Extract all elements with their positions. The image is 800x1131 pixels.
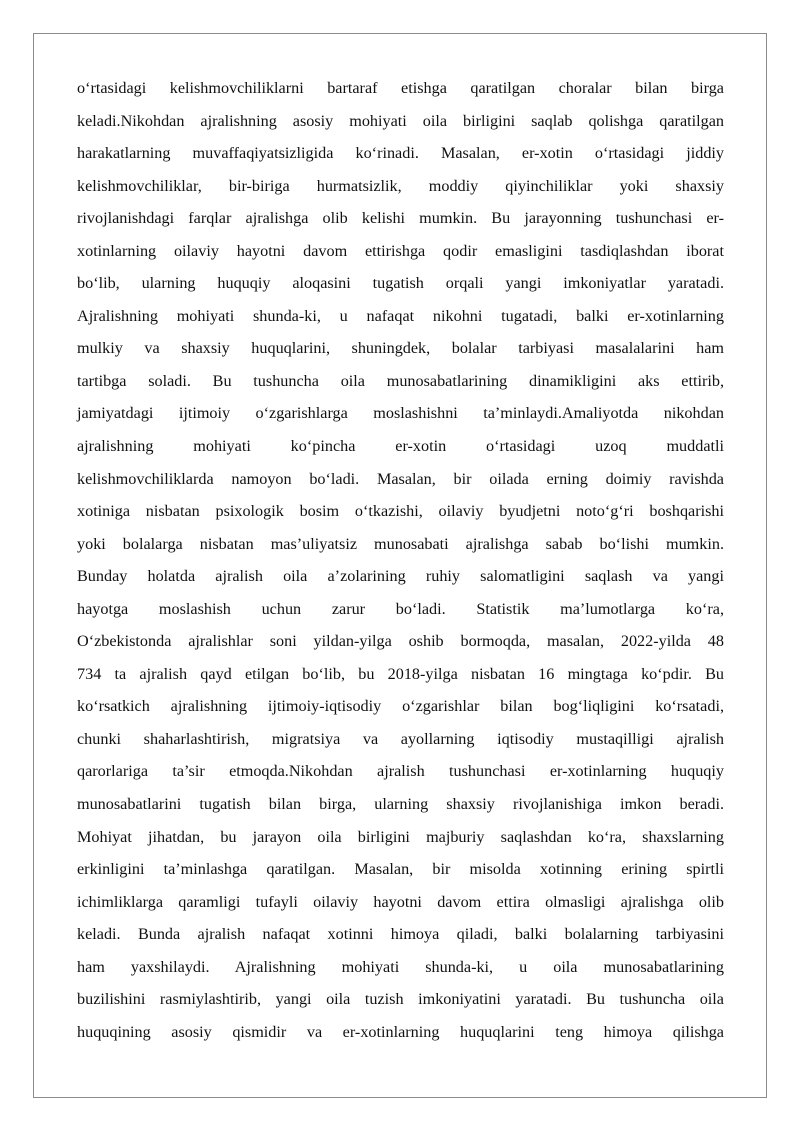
text-line: buzilishini rasmiylashtirib, yangi oila tuzish imkoniyatini yaratadi. Bu tushuncha oila [77,990,724,1009]
text-line: 734 ta ajralish qayd etilgan bo‘lib, bu 2018-yilga nisbatan 16 mingtaga ko‘pdir. Bu [77,664,724,683]
text-line: mulkiy va shaxsiy huquqlarini, shuningdek, bolalar tarbiyasi masalalarini ham [77,339,724,358]
text-line: xotinlarning oilaviy hayotni davom ettirishga qodir emasligini tasdiqlashdan iborat [77,241,724,260]
text-line: kelishmovchiliklarda namoyon bo‘ladi. Masalan, bir oilada erning doimiy ravishda [77,469,724,488]
text-line: O‘zbekistonda ajralishlar soni yildan-yilga oshib bormoqda, masalan, 2022-yilda 48 [77,632,724,651]
text-line: yoki bolalarga nisbatan mas’uliyatsiz munosabati ajralishga sabab bo‘lishi mumkin. [77,534,724,553]
text-line: erkinligini ta’minlashga qaratilgan. Masalan, bir misolda xotinning erining spirtli [77,860,724,879]
text-line: ham yaxshilaydi. Ajralishning mohiyati shunda-ki, u oila munosabatlarining [77,957,724,976]
text-line: xotiniga nisbatan psixologik bosim o‘tkazishi, oilaviy byudjetni noto‘g‘ri boshqarishi [77,502,724,521]
text-line: chunki shaharlashtirish, migratsiya va ayollarning iqtisodiy mustaqilligi ajralish [77,729,724,748]
text-line: tartibga soladi. Bu tushuncha oila munosabatlarining dinamikligini aks ettirib, [77,371,724,390]
text-line: keladi. Bunda ajralish nafaqat xotinni himoya qiladi, balki bolalarning tarbiyasini [77,925,724,944]
text-line: ko‘rsatkich ajralishning ijtimoiy-iqtisodiy o‘zgarishlar bilan bog‘liqligini ko‘rsatadi, [77,697,724,716]
document-body-text [77,72,724,1048]
text-line: Ajralishning mohiyati shunda-ki, u nafaqat nikohni tugatadi, balki er-xotinlarning [77,306,724,325]
text-line: munosabatlarini tugatish bilan birga, ularning shaxsiy rivojlanishiga imkon beradi. [77,795,724,814]
text-line: jamiyatdagi ijtimoiy o‘zgarishlarga moslashishni ta’minlaydi.Amaliyotda nikohdan [77,404,724,423]
text-line: hayotga moslashish uchun zarur bo‘ladi. Statistik ma’lumotlarga ko‘ra, [77,599,724,618]
text-line: rivojlanishdagi farqlar ajralishga olib kelishi mumkin. Bu jarayonning tushunchasi er- [77,209,724,228]
text-line: ajralishning mohiyati ko‘pincha er-xotin o‘rtasidagi uzoq muddatli [77,437,724,456]
text-line: o‘rtasidagi kelishmovchiliklarni bartaraf etishga qaratilgan choralar bilan birga [77,79,724,97]
text-line: qarorlariga ta’sir etmoqda.Nikohdan ajralish tushunchasi er-xotinlarning huquqiy [77,762,724,781]
text-line: huquqining asosiy qismidir va er-xotinlarning huquqlarini teng himoya qilishga [77,1022,724,1041]
text-line: harakatlarning muvaffaqiyatsizligida ko‘rinadi. Masalan, er-xotin o‘rtasidagi jiddiy [77,144,724,163]
text-line: kelishmovchiliklar, bir-biriga hurmatsizlik, moddiy qiyinchiliklar yoki shaxsiy [77,176,724,195]
text-line: bo‘lib, ularning huquqiy aloqasini tugatish orqali yangi imkoniyatlar yaratadi. [77,274,724,293]
text-line: ichimliklarga qaramligi tufayli oilaviy hayotni davom ettira olmasligi ajralishga olib [77,892,724,911]
text-line: keladi.Nikohdan ajralishning asosiy mohiyati oila birligini saqlab qolishga qaratilgan [77,111,724,130]
text-line: Bunday holatda ajralish oila a’zolarining ruhiy salomatligini saqlash va yangi [77,567,724,586]
text-line: Mohiyat jihatdan, bu jarayon oila birligini majburiy saqlashdan ko‘ra, shaxslarning [77,827,724,846]
